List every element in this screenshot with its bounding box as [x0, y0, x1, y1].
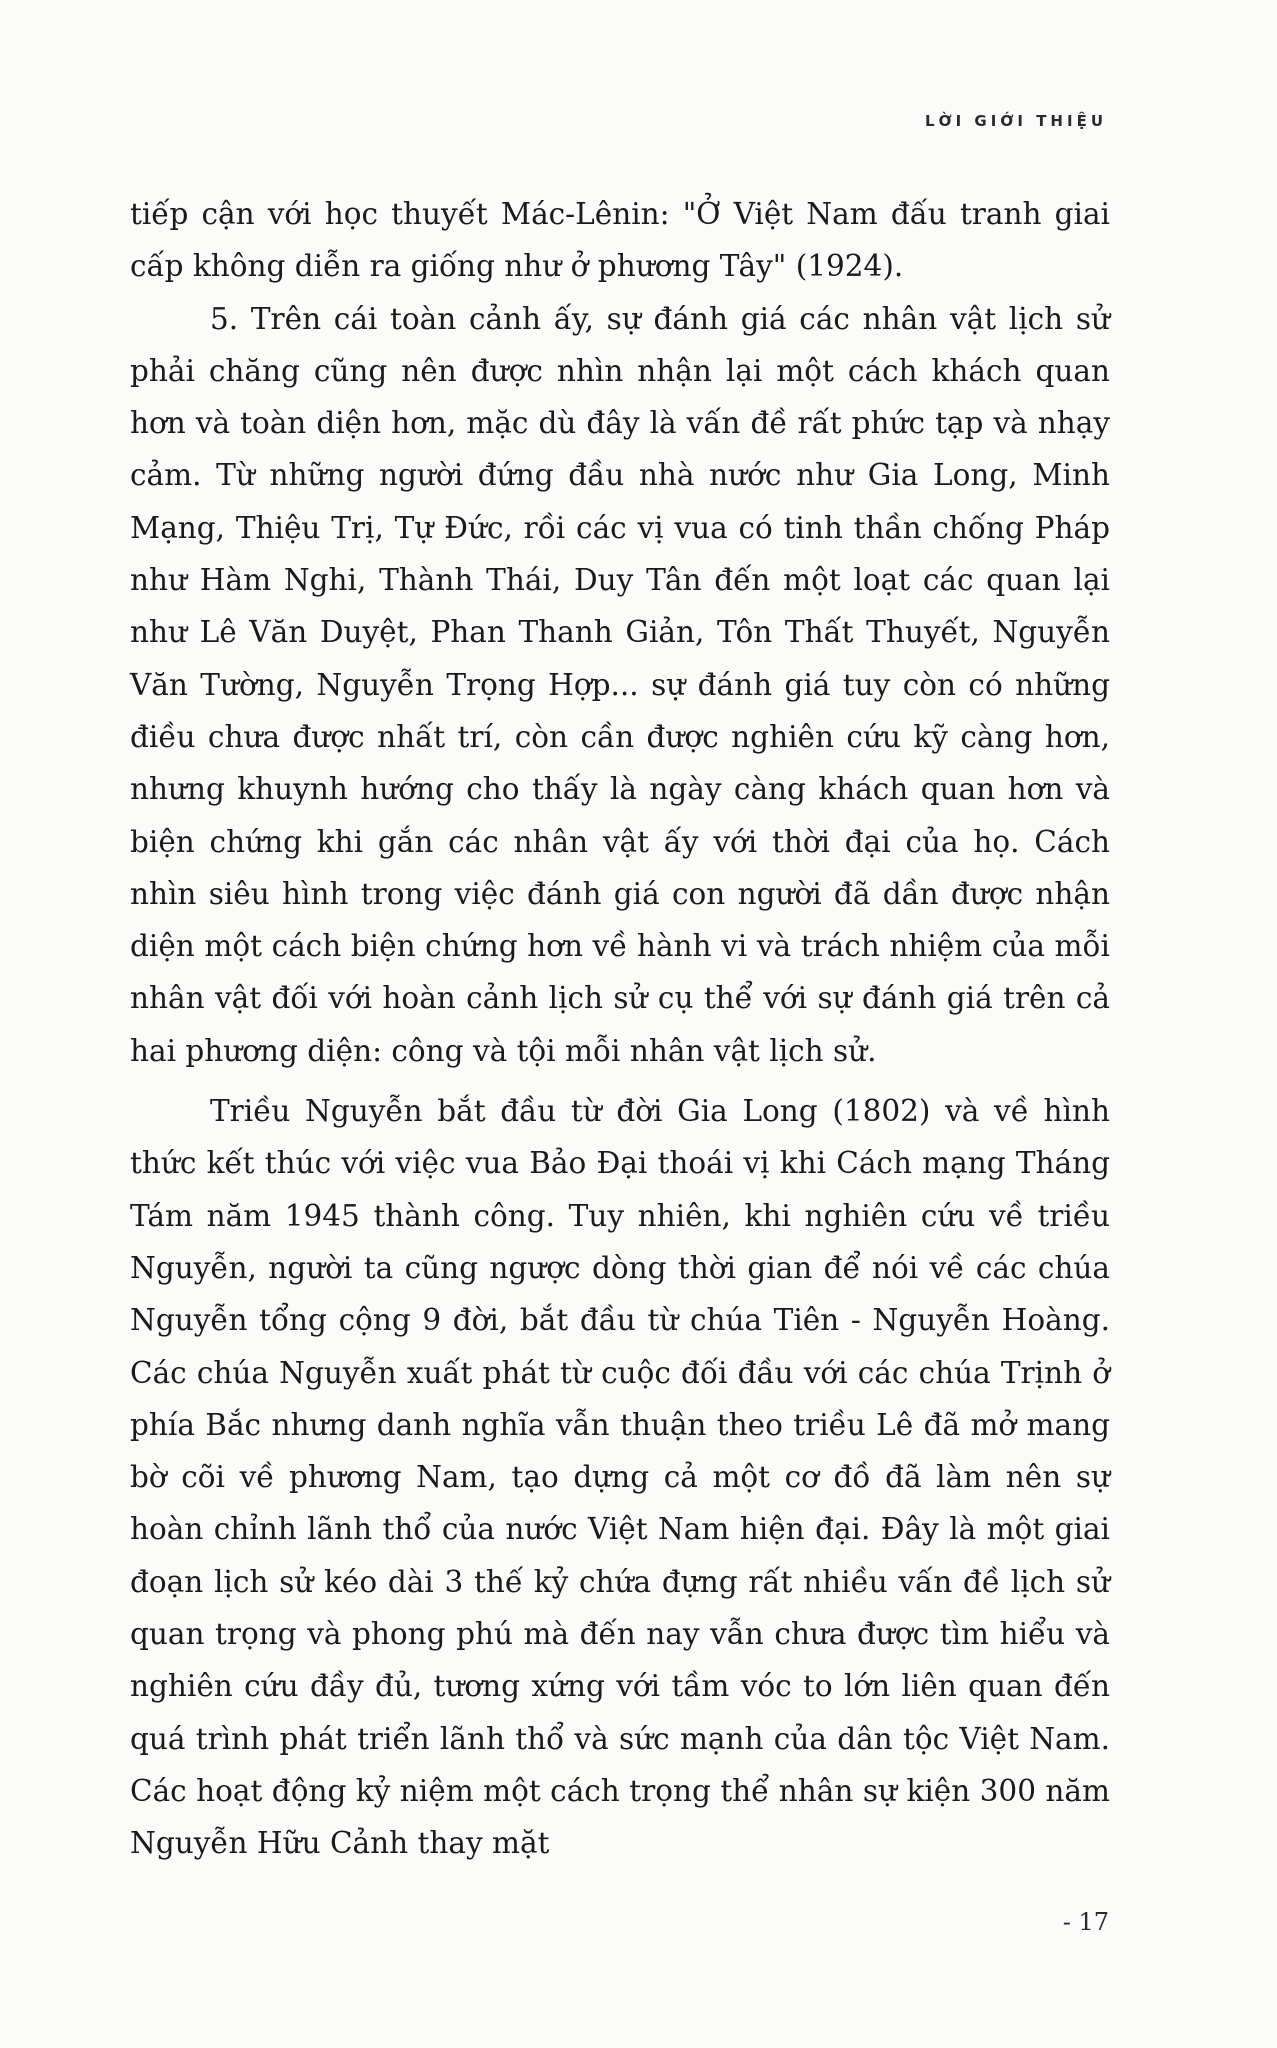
- page-number: - 17: [1062, 1908, 1109, 1936]
- paragraph-section-5: 5. Trên cái toàn cảnh ấy, sự đánh giá các nhân vật lịch sử phải chăng cũng nên được nhìn nhận lại một cách khách quan hơn và toàn diện hơn, mặc dù đây là vấn đề rất phức tạp và nhạy cảm. Từ những người đứng đầu nhà nước như Gia Long, Minh Mạng, Thiệu Trị, Tự Đức, rồi các vị vua có tinh thần chống Pháp như Hàm Nghi, Thành Thái, Duy Tân đến một loạt các quan lại như Lê Văn Duyệt, Phan Thanh Giản, Tôn Thất Thuyết, Nguyễn Văn Tường, Nguyễn Trọng Hợp... sự đánh giá tuy còn có những điều chưa được nhất trí, còn cần được nghiên cứu kỹ càng hơn, nhưng khuynh hướng cho thấy là ngày càng khách quan hơn và biện chứng khi gắn các nhân vật ấy với thời đại của họ. Cách nhìn siêu hình trong việc đánh giá con người đã dần được nhận diện một cách biện chứng hơn về hành vi và trách nhiệm của mỗi nhân vật đối với hoàn cảnh lịch sử cụ thể với sự đánh giá trên cả hai phương diện: công và tội mỗi nhân vật lịch sử.: [130, 301, 1110, 1068]
- running-head-title: LỜI GIỚI THIỆU: [924, 112, 1107, 130]
- body-text: [130, 188, 1110, 1870]
- paragraph-nguyen-dynasty: Triều Nguyễn bắt đầu từ đời Gia Long (1802) và về hình thức kết thúc với việc vua Bảo Đại thoái vị khi Cách mạng Tháng Tám năm 1945 thành công. Tuy nhiên, khi nghiên cứu về triều Nguyễn, người ta cũng ngược dòng thời gian để nói về các chúa Nguyễn tổng cộng 9 đời, bắt đầu từ chúa Tiên - Nguyễn Hoàng. Các chúa Nguyễn xuất phát từ cuộc đối đầu với các chúa Trịnh ở phía Bắc nhưng danh nghĩa vẫn thuận theo triều Lê đã mở mang bờ cõi về phương Nam, tạo dựng cả một cơ đồ đã làm nên sự hoàn chỉnh lãnh thổ của nước Việt Nam hiện đại. Đây là một giai đoạn lịch sử kéo dài 3 thế kỷ chứa đựng rất nhiều vấn đề lịch sử quan trọng và phong phú mà đến nay vẫn chưa được tìm hiểu và nghiên cứu đầy đủ, tương xứng với tầm vóc to lớn liên quan đến quá trình phát triển lãnh thổ và sức mạnh của dân tộc Việt Nam. Các hoạt động kỷ niệm một cách trọng thể nhân sự kiện 300 năm Nguyễn Hữu Cảnh thay mặt: [130, 1094, 1110, 1861]
- paragraph-continued: tiếp cận với học thuyết Mác-Lênin: "Ở Việt Nam đấu tranh giai cấp không diễn ra giống như ở phương Tây" (1924).: [130, 197, 1110, 284]
